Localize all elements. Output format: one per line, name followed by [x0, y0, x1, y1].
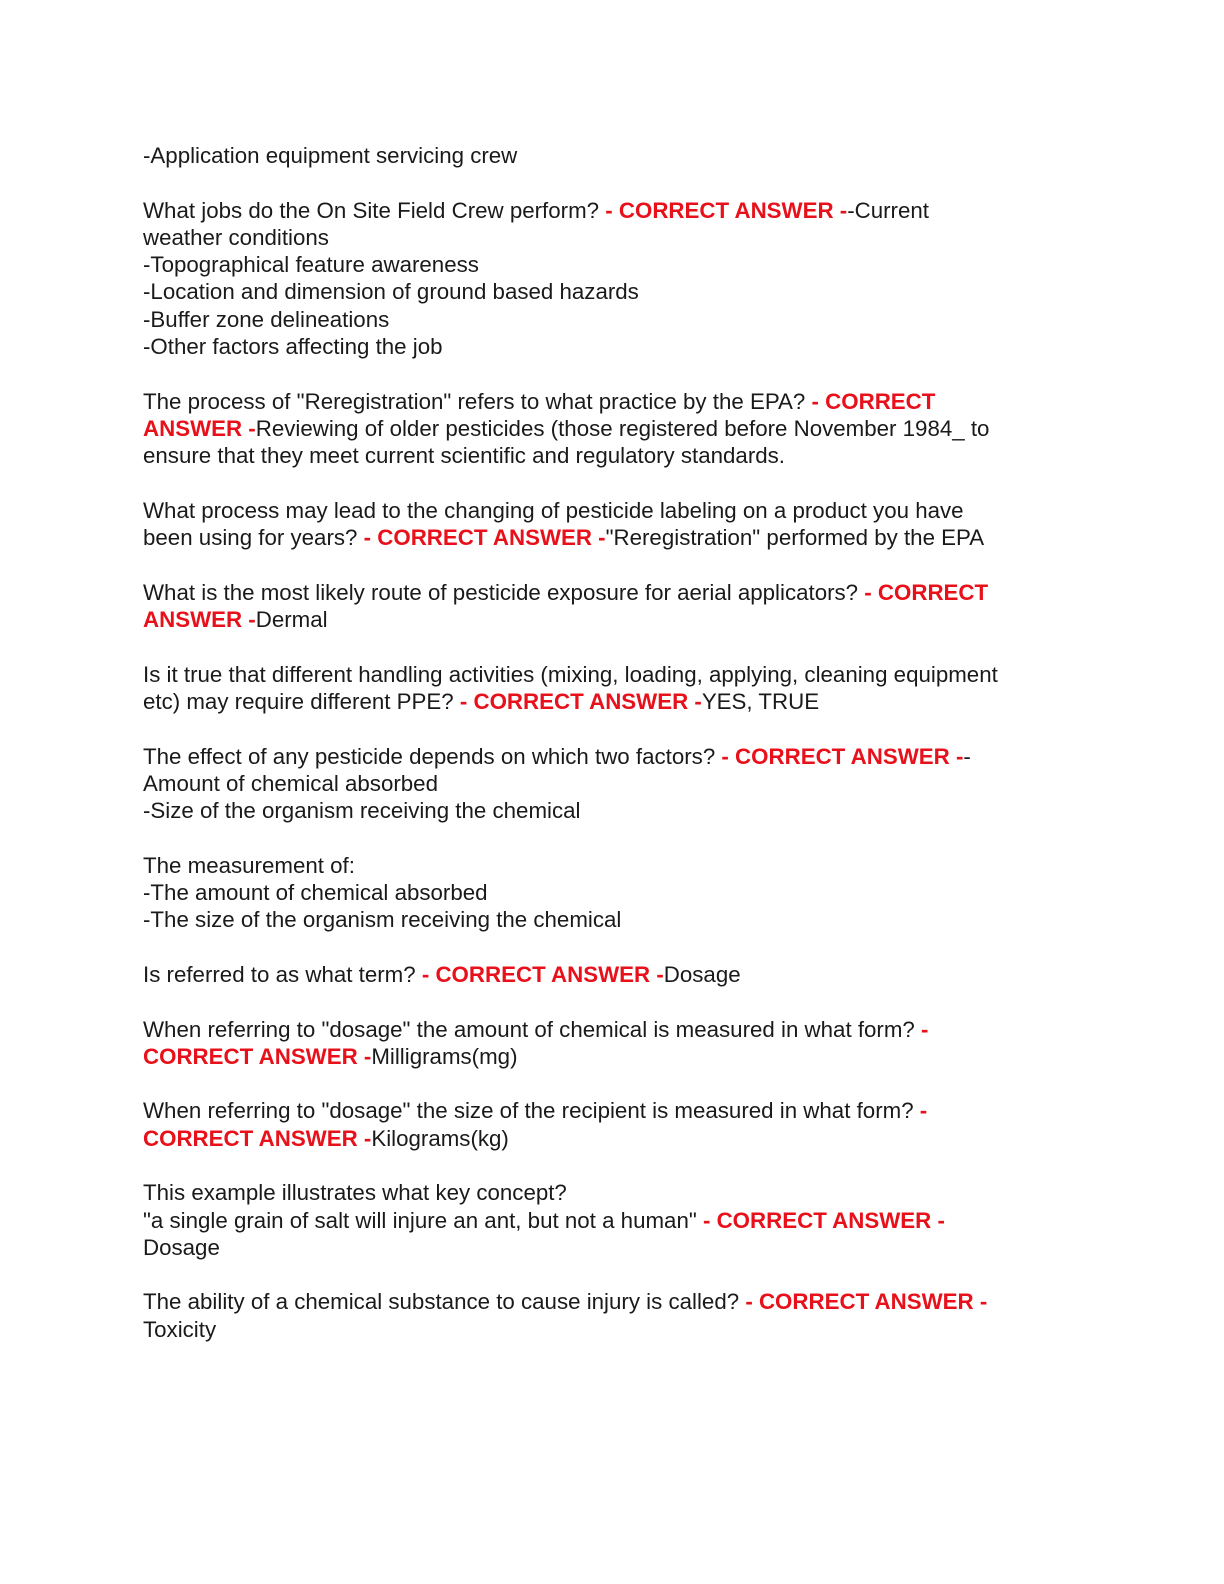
text-line: [143, 197, 1073, 224]
text-segment: The ability of a chemical substance to cause injury is called?: [143, 1289, 746, 1315]
text-segment: Dosage: [143, 1234, 220, 1260]
text-segment: -Current: [847, 197, 929, 223]
text-segment: -Size of the organism receiving the chemical: [143, 798, 581, 824]
text-segment: Dermal: [255, 607, 328, 633]
text-segment: What is the most likely route of pesticide exposure for aerial applicators?: [143, 579, 865, 605]
text-line: [143, 579, 1073, 606]
correct-answer-marker: - CORRECT ANSWER -: [721, 743, 964, 769]
qa-block: [143, 1179, 1073, 1261]
text-segment: Dosage: [663, 961, 741, 987]
correct-answer-marker: CORRECT ANSWER -: [143, 1125, 372, 1151]
text-segment: "a single grain of salt will injure an ant, but not a human": [143, 1207, 703, 1233]
correct-answer-marker: - CORRECT ANSWER -: [363, 525, 606, 551]
text-segment: The effect of any pesticide depends on which two factors?: [143, 743, 722, 769]
text-segment: Is it true that different handling activities (mixing, loading, applying, cleaning equipment: [143, 661, 998, 687]
text-segment: Toxicity: [143, 1316, 217, 1342]
text-line: [143, 1097, 1073, 1124]
text-line: [143, 524, 1073, 551]
text-segment: The measurement of:: [143, 852, 355, 878]
correct-answer-marker: - CORRECT ANSWER -: [459, 688, 702, 714]
text-line: [143, 661, 1073, 688]
text-line: [143, 333, 1073, 360]
text-segment: When referring to "dosage" the amount of chemical is measured in what form?: [143, 1016, 922, 1042]
text-segment: Amount of chemical absorbed: [143, 770, 438, 796]
text-line: [143, 1043, 1073, 1070]
text-segment: been using for years?: [143, 525, 364, 551]
correct-answer-marker: CORRECT ANSWER -: [143, 1043, 372, 1069]
text-line: [143, 688, 1073, 715]
text-segment: -: [963, 743, 971, 769]
text-segment: What jobs do the On Site Field Crew perform?: [143, 197, 606, 223]
text-line: [143, 961, 1073, 988]
qa-block: [143, 661, 1073, 716]
text-segment: What process may lead to the changing of pesticide labeling on a product you have: [143, 497, 964, 523]
document-page: [143, 142, 1073, 1370]
qa-block: [143, 142, 1073, 169]
qa-block: [143, 197, 1073, 361]
text-segment: "Reregistration" performed by the EPA: [605, 525, 985, 551]
text-segment: weather conditions: [143, 224, 329, 250]
qa-block: [143, 1016, 1073, 1071]
text-segment: When referring to "dosage" the size of the recipient is measured in what form?: [143, 1098, 920, 1124]
qa-block: [143, 1097, 1073, 1152]
text-line: [143, 442, 1073, 469]
text-segment: etc) may require different PPE?: [143, 688, 460, 714]
correct-answer-marker: - CORRECT: [864, 579, 989, 605]
qa-block: [143, 1288, 1073, 1343]
text-line: [143, 1234, 1073, 1261]
text-line: [143, 770, 1073, 797]
text-line: [143, 224, 1073, 251]
text-line: [143, 1288, 1073, 1315]
qa-block: [143, 497, 1073, 552]
text-line: [143, 1179, 1073, 1206]
text-line: [143, 1316, 1073, 1343]
correct-answer-marker: ANSWER -: [143, 607, 256, 633]
text-line: [143, 1125, 1073, 1152]
text-line: [143, 251, 1073, 278]
text-segment: Reviewing of older pesticides (those registered before November 1984_ to: [255, 415, 990, 441]
text-line: [143, 497, 1073, 524]
correct-answer-marker: -: [919, 1098, 928, 1124]
text-segment: The process of "Reregistration" refers to what practice by the EPA?: [143, 388, 812, 414]
text-segment: -Location and dimension of ground based hazards: [143, 279, 639, 305]
text-segment: ensure that they meet current scientific and regulatory standards.: [143, 443, 785, 469]
text-segment: Milligrams(mg): [371, 1043, 518, 1069]
text-segment: -Other factors affecting the job: [143, 334, 443, 360]
qa-block: [143, 743, 1073, 825]
text-line: [143, 906, 1073, 933]
correct-answer-marker: - CORRECT ANSWER -: [605, 197, 848, 223]
text-segment: YES, TRUE: [701, 688, 820, 714]
text-segment: -Topographical feature awareness: [143, 252, 479, 278]
correct-answer-marker: -: [921, 1016, 929, 1042]
qa-block: [143, 961, 1073, 988]
text-segment: Is referred to as what term?: [143, 961, 422, 987]
text-line: [143, 606, 1073, 633]
text-line: [143, 852, 1073, 879]
qa-block: [143, 579, 1073, 634]
text-line: [143, 415, 1073, 442]
correct-answer-marker: - CORRECT ANSWER -: [702, 1207, 945, 1233]
correct-answer-marker: ANSWER -: [143, 415, 256, 441]
qa-block: [143, 852, 1073, 934]
correct-answer-marker: - CORRECT: [811, 388, 936, 414]
text-line: [143, 388, 1073, 415]
text-line: [143, 1016, 1073, 1043]
text-segment: This example illustrates what key concept?: [143, 1180, 567, 1206]
qa-block: [143, 388, 1073, 470]
text-segment: Kilograms(kg): [371, 1125, 509, 1151]
text-segment: -The amount of chemical absorbed: [143, 880, 488, 906]
text-line: [143, 1207, 1073, 1234]
text-line: [143, 743, 1073, 770]
correct-answer-marker: - CORRECT ANSWER -: [745, 1289, 988, 1315]
text-line: [143, 306, 1073, 333]
text-line: [143, 797, 1073, 824]
text-line: [143, 142, 1073, 169]
correct-answer-marker: - CORRECT ANSWER -: [421, 961, 664, 987]
text-segment: -Application equipment servicing crew: [143, 143, 518, 168]
text-line: [143, 278, 1073, 305]
text-segment: -The size of the organism receiving the chemical: [143, 907, 622, 933]
text-line: [143, 879, 1073, 906]
text-segment: -Buffer zone delineations: [143, 306, 390, 332]
